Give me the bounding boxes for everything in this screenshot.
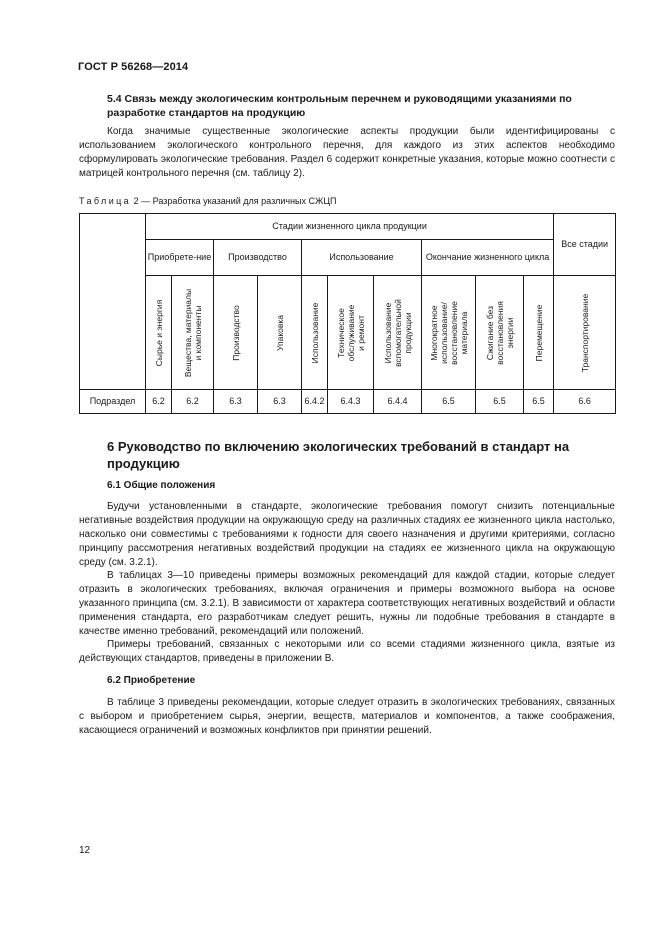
- section-6-2-paragraph: [79, 696, 615, 738]
- section-6-2-heading: 6.2 Приобретение: [107, 675, 196, 686]
- table-cell: 6.2: [146, 390, 172, 414]
- stages-header: Стадии жизненного цикла продукции: [146, 214, 554, 240]
- section-6-1-p3-text: Примеры требований, связанных с некоторыми или со всеми стадиями жизненного цикла, взятые из действующих стандартов, приведены в приложении В.: [79, 639, 615, 664]
- table-cell: 6.4.2: [302, 390, 328, 414]
- section-5-4-text: Когда значимые существенные экологические аспекты продукции были идентифицированы с использованием экологического контрольного перечня, для каждого из этих аспектов необходимо сформулировать экологические требования. Раздел 6 содержит конкретные указания, которые можно соотнести с матрицей контрольного перечня (см. таблицу 2).: [79, 126, 615, 179]
- table-cell: 6.5: [422, 390, 476, 414]
- column-header: [328, 276, 374, 390]
- table-cell: 6.3: [258, 390, 302, 414]
- group-production: Производство: [214, 240, 302, 276]
- column-header-text: Перемещение: [533, 304, 544, 361]
- column-header-text: Транспортирование: [579, 293, 590, 372]
- section-6-2-p1-text: В таблице 3 приведены рекомендации, которые следует отразить в экологических требованиях, связанных с выбором и приобретением сырья, энергии, веществ, материалов и компонентов, а также соображения, касающиеся ограничений и возможных конфликтов при принятии решений.: [79, 697, 615, 736]
- group-acquisition: Приобрете-ние: [146, 240, 214, 276]
- row-label: Подраздел: [80, 390, 146, 414]
- group-end-of-life: Окончание жизненного цикла: [422, 240, 554, 276]
- column-header: [258, 276, 302, 390]
- column-header: [554, 276, 616, 390]
- table-cell: 6.5: [476, 390, 524, 414]
- column-header-text: Многократное использование/ восстановление материала: [428, 300, 469, 365]
- all-stages-header: Все стадии: [554, 214, 616, 276]
- column-header: [422, 276, 476, 390]
- table-caption: [79, 196, 336, 206]
- column-header-text: Использование: [309, 302, 320, 363]
- table-cell: 6.5: [524, 390, 554, 414]
- standard-designation: ГОСТ Р 56268—2014: [78, 61, 189, 73]
- section-6-1-heading: 6.1 Общие положения: [107, 480, 216, 491]
- table-cell: 6.2: [172, 390, 214, 414]
- table-cell: 6.3: [214, 390, 258, 414]
- page-number: 12: [79, 845, 91, 856]
- table-cell: 6.4.4: [374, 390, 422, 414]
- section-5-4-paragraph: [79, 125, 615, 181]
- section-5-4-heading: 5.4 Связь между экологическим контрольным перечнем и руководящими указаниями по разработке стандартов на продукцию: [107, 93, 572, 119]
- column-header: [374, 276, 422, 390]
- column-header: [172, 276, 214, 390]
- lifecycle-table: [79, 213, 616, 414]
- section-6-heading: 6 Руководство по включению экологических требований в стандарт на продукцию: [107, 439, 570, 471]
- table-caption-text: 2 — Разработка указаний для различных СЖЦП: [133, 196, 337, 206]
- group-use: Использование: [302, 240, 422, 276]
- section-6-1-paragraph-2: [79, 569, 615, 639]
- section-6-1-p1-text: Будучи установленными в стандарте, экологические требования помогут снизить потенциальные негативные воздействия продукции на окружающую среду на различных стадиях ее жизненного цикла настолько, насколько они совместимы с требованиями к годности для своего назначения и другими критериями, согласно принципу рассмотрения негативных воздействий продукции на стадиях ее жизненного цикла на окружающую среду (см. 3.2.1).: [79, 501, 615, 568]
- column-header-text: Сырье и энергия: [153, 299, 164, 366]
- table-corner-cell: [80, 214, 146, 390]
- table-cell: 6.4.3: [328, 390, 374, 414]
- column-header-text: Упаковка: [274, 314, 285, 351]
- column-header: [476, 276, 524, 390]
- table-caption-prefix: Таблица: [79, 196, 132, 206]
- column-header: [146, 276, 172, 390]
- column-header: [524, 276, 554, 390]
- section-6-1-p2-text: В таблицах 3—10 приведены примеры возможных рекомендаций для каждой стадии, которые следует отразить в экологических требованиях, включая ограничения и примеры возможного выбора на основе указанного принципа (см. 3.2.1). В зависимости от характера соответствующих негативных воздействий и области применения стандарта, его разработчикам следует решить, нужны ли подобные требования в стандарте в качестве именно требований, рекомендаций или положений.: [79, 570, 615, 637]
- column-header-text: Производство: [230, 304, 241, 361]
- column-header: [302, 276, 328, 390]
- section-6-1-paragraph-1: [79, 500, 615, 570]
- column-header-text: Сжигание без восстановления энергии: [484, 300, 515, 365]
- section-6-1-paragraph-3: [79, 638, 615, 666]
- column-header-text: Техническое обслуживание и ремонт: [335, 304, 366, 361]
- column-header-text: Вещества, материалы и компоненты: [182, 288, 203, 377]
- column-header: [214, 276, 258, 390]
- table-cell: 6.6: [554, 390, 616, 414]
- column-header-text: Использование вспомогательной продукции: [382, 298, 413, 367]
